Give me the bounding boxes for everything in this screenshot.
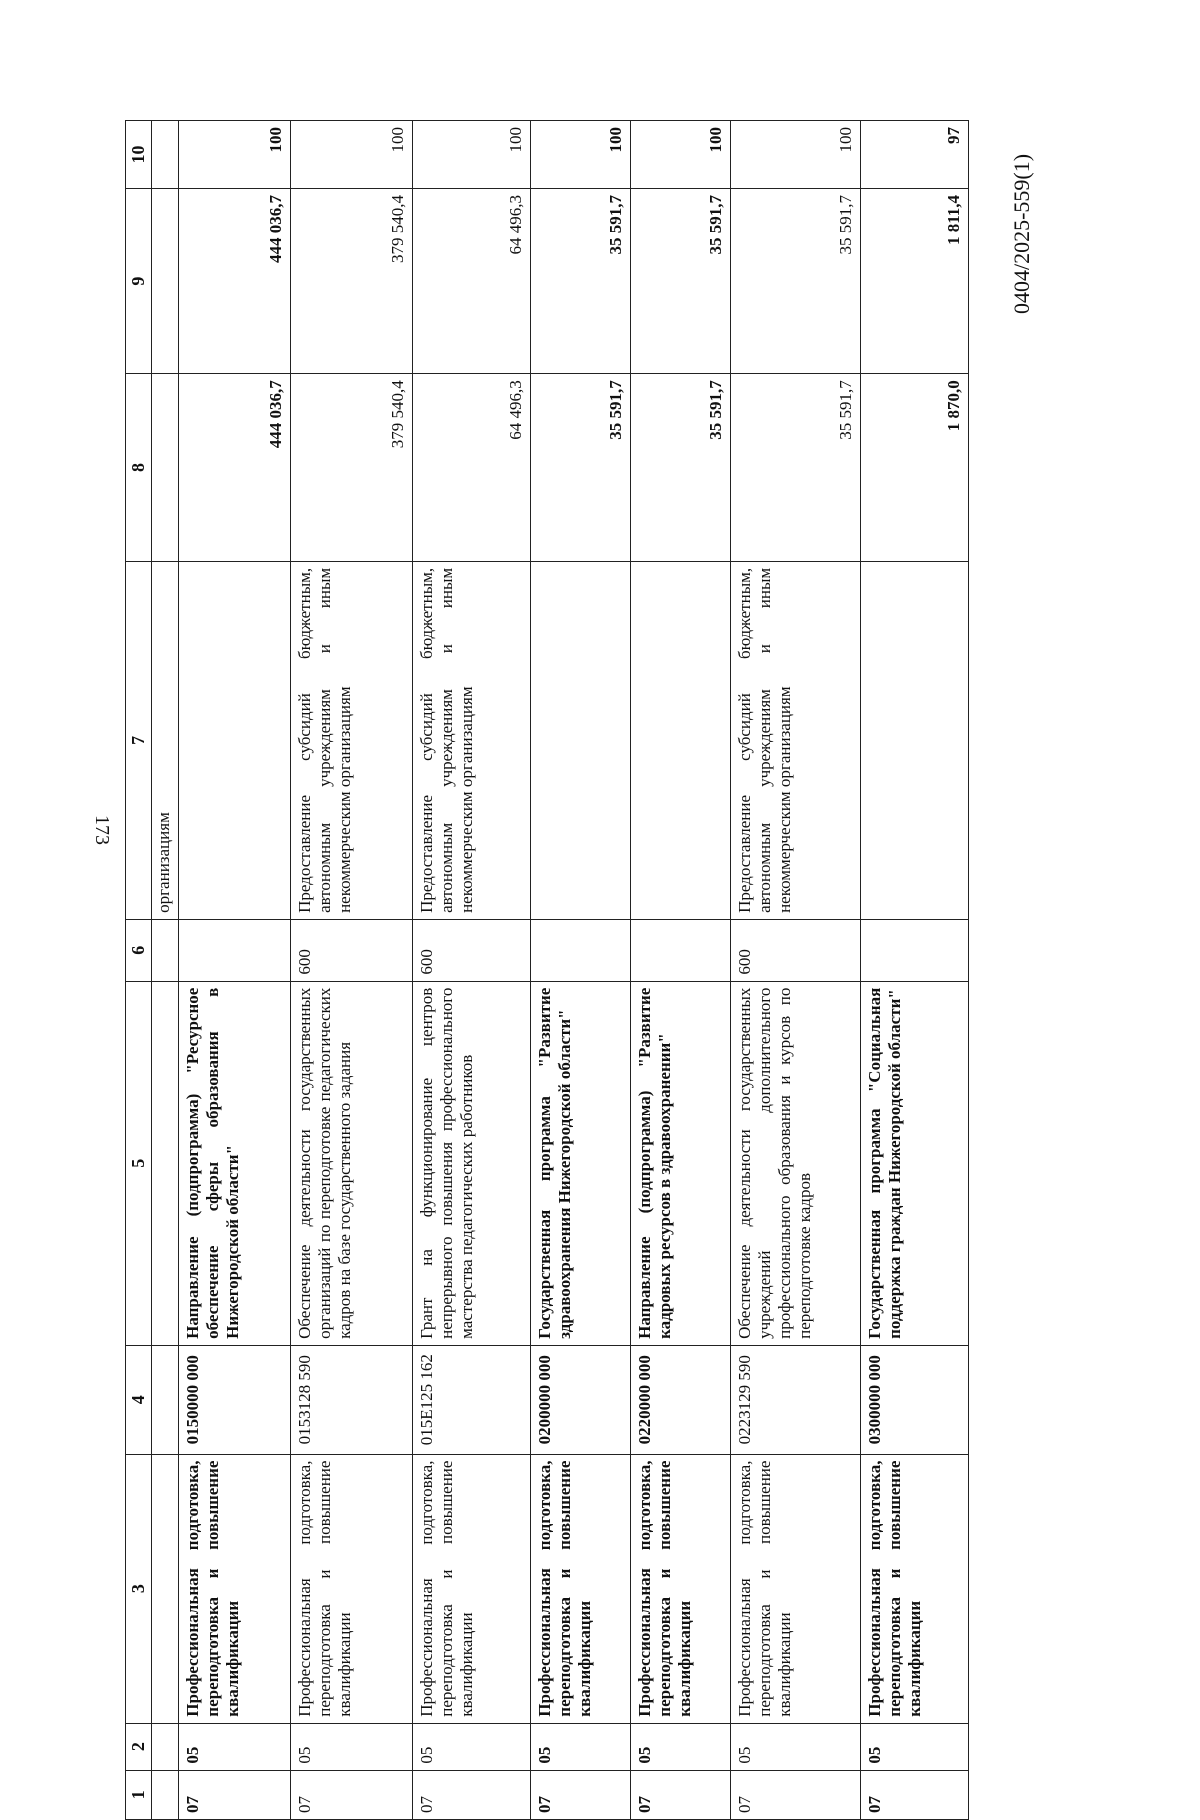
cell [152,1454,179,1723]
page-number: 173 [91,815,113,845]
cell-c7 [631,561,731,919]
cell-c4: 0150000 000 [179,1345,291,1454]
table-row [631,121,731,1820]
cell-c9: 35 591,7 [631,188,731,373]
document-code: 0404/2025-559(1) [1009,153,1034,315]
table-body [152,121,969,1820]
cell-c6: 600 [731,919,861,981]
cell [152,374,179,562]
table-row [531,121,631,1820]
cell-c9: 35 591,7 [731,188,861,373]
cell [152,1345,179,1454]
cell-c7 [179,561,291,919]
cell [152,981,179,1345]
cell-c5: Государственная программа "Социальная поддержка граждан Нижегородской области" [861,981,969,1345]
col-header-9: 9 [126,188,152,373]
cell-c10: 100 [631,121,731,189]
cell-c7: Предоставление субсидий бюджетным, автономным учреждениям и иным некоммерческим организациям [291,561,413,919]
cell-c2: 05 [291,1723,413,1770]
col-header-7: 7 [126,561,152,919]
cell-c1: 07 [413,1770,531,1819]
cell-c6: 600 [413,919,531,981]
cell-c8: 444 036,7 [179,374,291,562]
col-header-6: 6 [126,919,152,981]
header-row [126,121,152,1820]
table-row [731,121,861,1820]
cell-c5: Направление (подпрограмма) "Ресурсное обеспечение сферы образования в Нижегородской области" [179,981,291,1345]
cell-c9: 64 496,3 [413,188,531,373]
table-row [413,121,531,1820]
cell-c3: Профессиональная подготовка, переподготовка и повышение квалификации [531,1454,631,1723]
cell-c3: Профессиональная подготовка, переподготовка и повышение квалификации [291,1454,413,1723]
cell-c5: Обеспечение деятельности государственных организаций по переподготовке педагогических кадров на базе государственного задания [291,981,413,1345]
col-header-3: 3 [126,1454,152,1723]
cell-c6 [179,919,291,981]
col-header-8: 8 [126,374,152,562]
cell-c9: 35 591,7 [531,188,631,373]
col-header-10: 10 [126,121,152,189]
rotated-table-wrapper [125,60,1025,1820]
cell-c9: 379 540,4 [291,188,413,373]
table-row [179,121,291,1820]
cell-c2: 05 [631,1723,731,1770]
cell-c6 [861,919,969,981]
cell-c5: Грант на функционирование центров непрерывного повышения профессионального мастерства педагогических работников [413,981,531,1345]
cell-c5: Направление (подпрограмма) "Развитие кадровых ресурсов в здравоохранении" [631,981,731,1345]
cell-c8: 64 496,3 [413,374,531,562]
cell-c4: 0153128 590 [291,1345,413,1454]
cell-c6 [631,919,731,981]
cell-c2: 05 [731,1723,861,1770]
cell [152,1770,179,1819]
col-header-1: 1 [126,1770,152,1819]
budget-table [125,120,969,1820]
col-header-5: 5 [126,981,152,1345]
cell-c1: 07 [531,1770,631,1819]
cell-c8: 35 591,7 [531,374,631,562]
cell-c1: 07 [179,1770,291,1819]
cell-c3: Профессиональная подготовка, переподготовка и повышение квалификации [631,1454,731,1723]
cell-c7 [861,561,969,919]
cell-c2: 05 [531,1723,631,1770]
cell-c7: Предоставление субсидий бюджетным, автономным учреждениям и иным некоммерческим организациям [413,561,531,919]
table-row [861,121,969,1820]
cell-c10: 100 [731,121,861,189]
cell-c1: 07 [731,1770,861,1819]
cell-c4: 0220000 000 [631,1345,731,1454]
carry-over-row [152,121,179,1820]
cell-c8: 35 591,7 [731,374,861,562]
cell-c8: 1 870,0 [861,374,969,562]
cell-c8: 35 591,7 [631,374,731,562]
cell-c4: 015E125 162 [413,1345,531,1454]
cell-c3: Профессиональная подготовка, переподготовка и повышение квалификации [179,1454,291,1723]
cell-c10: 100 [413,121,531,189]
cell [152,121,179,189]
cell-c5: Обеспечение деятельности государственных учреждений дополнительного профессионального образования и курсов по переподготовке кадров [731,981,861,1345]
cell-c4: 0300000 000 [861,1345,969,1454]
cell-c1: 07 [291,1770,413,1819]
cell-c1: 07 [861,1770,969,1819]
cell-c10: 100 [291,121,413,189]
cell-c2: 05 [413,1723,531,1770]
cell-c10: 97 [861,121,969,189]
cell-c6 [531,919,631,981]
cell-c8: 379 540,4 [291,374,413,562]
cell-c3: Профессиональная подготовка, переподготовка и повышение квалификации [861,1454,969,1723]
cell-c3: Профессиональная подготовка, переподготовка и повышение квалификации [731,1454,861,1723]
cell [152,188,179,373]
col-header-2: 2 [126,1723,152,1770]
cell-c10: 100 [179,121,291,189]
carry-over-text: организациям [152,561,179,919]
table-row [291,121,413,1820]
cell-c6: 600 [291,919,413,981]
cell-c2: 05 [861,1723,969,1770]
cell-c7: Предоставление субсидий бюджетным, автономным учреждениям и иным некоммерческим организациям [731,561,861,919]
cell-c9: 1 811,4 [861,188,969,373]
cell-c10: 100 [531,121,631,189]
cell-c4: 0200000 000 [531,1345,631,1454]
cell [152,919,179,981]
cell [152,1723,179,1770]
cell-c7 [531,561,631,919]
cell-c2: 05 [179,1723,291,1770]
cell-c3: Профессиональная подготовка, переподготовка и повышение квалификации [413,1454,531,1723]
cell-c1: 07 [631,1770,731,1819]
col-header-4: 4 [126,1345,152,1454]
cell-c5: Государственная программа "Развитие здравоохранения Нижегородской области" [531,981,631,1345]
cell-c9: 444 036,7 [179,188,291,373]
cell-c4: 0223129 590 [731,1345,861,1454]
